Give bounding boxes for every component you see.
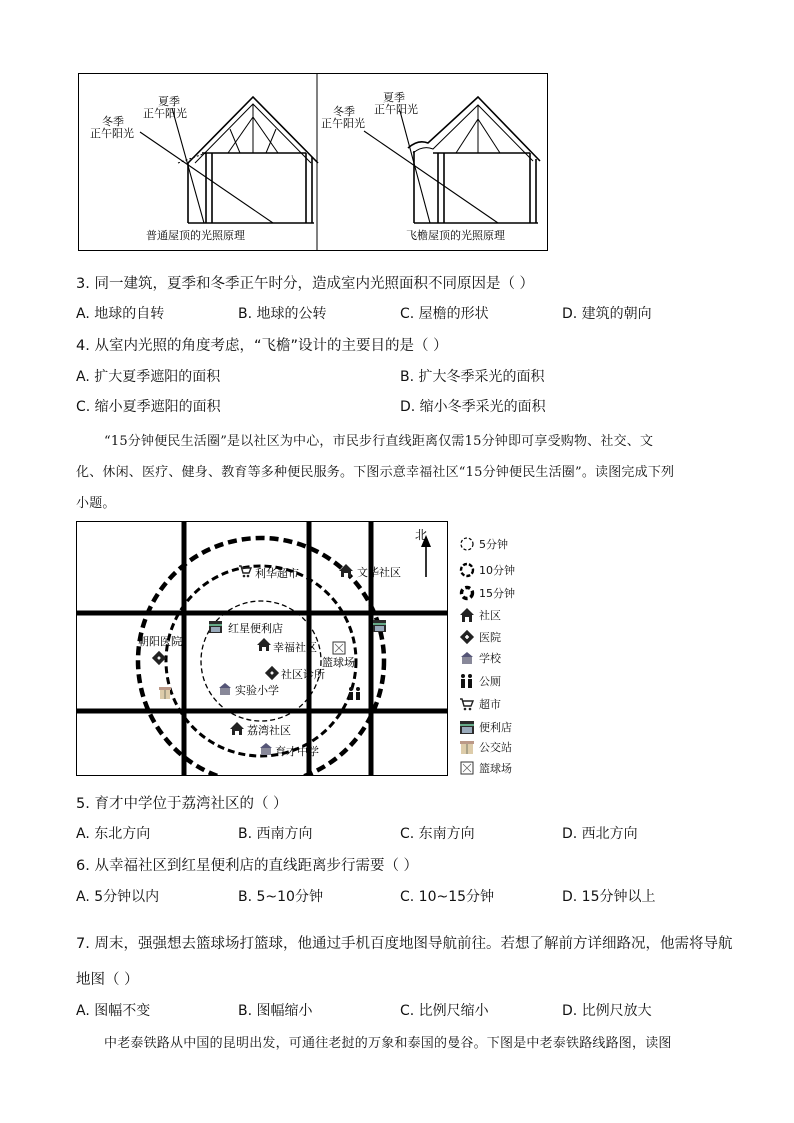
legend-item-15min [459,583,515,603]
school-icon [459,650,475,666]
legend-item-school [459,648,501,668]
bus-stop-icon [159,687,171,699]
legend-label: 5分钟 [479,538,508,551]
roof-figure [78,73,550,253]
q4-option-d[interactable]: D. 缩小冬季采光的面积 [400,399,546,415]
intro-2-paragraph-line-1: 中老泰铁路从中国的昆明出发，可通往老挝的万象和泰国的曼谷。下图是中老泰铁路线路图，读图 [104,1036,672,1051]
legend-label: 公厕 [479,675,501,688]
question-7-stem-line-2: 地图（ ） [76,972,139,988]
legend-label: 社区 [479,609,501,622]
right-summer-label-1: 夏季 [383,91,405,104]
q5-option-d[interactable]: D. 西北方向 [562,826,638,842]
legend-item-supermarket [459,694,501,714]
legend-label: 便利店 [479,721,512,734]
intro-paragraph-line-2: 化、休闲、医疗、健身、教育等多种便民服务。下图示意幸福社区“15分钟便民生活圈”。读图完成下列 [76,465,675,480]
community-icon [459,607,475,623]
legend-label: 学校 [479,652,501,665]
question-6-stem: 6. 从幸福社区到红星便利店的直线距离步行需要（ ） [76,858,419,874]
bus-stop-icon [459,739,475,755]
place-shiyan: 实验小学 [235,684,279,697]
q5-option-c[interactable]: C. 东南方向 [400,826,475,842]
question-7-stem-line-1: 7. 周末，强强想去篮球场打篮球，他通过手机百度地图导航前往。若想了解前方详细路况，他需将导航 [76,936,733,952]
q3-option-c[interactable]: C. 屋檐的形状 [400,306,489,322]
community-map [76,521,449,777]
supermarket-icon [459,696,475,712]
question-5-stem: 5. 育才中学位于荔湾社区的（ ） [76,796,288,812]
convenience-store-icon [209,621,222,633]
intro-paragraph-line-1: “15分钟便民生活圈”是以社区为中心，市民步行直线距离仅需15分钟即可享受购物、社交、文 [104,434,654,449]
legend-label: 15分钟 [479,587,515,600]
legend-label: 10分钟 [479,564,515,577]
basketball-court-icon [459,760,475,776]
right-winter-label-2: 正午阳光 [321,117,365,130]
dashed-circle-medium-icon [459,562,475,578]
q6-option-b[interactable]: B. 5~10分钟 [238,889,323,905]
legend-item-basketball-court [459,758,512,778]
question-4-stem: 4. 从室内光照的角度考虑，“飞檐”设计的主要目的是（ ） [76,338,448,354]
legend-label: 医院 [479,631,501,644]
q4-option-a[interactable]: A. 扩大夏季遮阳的面积 [76,369,221,385]
place-basketball: 篮球场 [322,656,355,669]
legend-label: 篮球场 [479,762,512,775]
dashed-circle-thin-icon [459,536,475,552]
left-summer-label-1: 夏季 [158,95,180,108]
legend-item-community [459,605,501,625]
place-lihua: 利华超市 [255,567,299,580]
q5-option-b[interactable]: B. 西南方向 [238,826,313,842]
convenience-store-icon [459,719,475,735]
left-summer-label-2: 正午阳光 [143,107,187,120]
right-caption: 飞檐屋顶的光照原理 [406,229,505,242]
toilet-icon [459,673,475,689]
place-xingfu: 幸福社区 [273,641,317,654]
right-summer-label-2: 正午阳光 [374,103,418,116]
q7-option-c[interactable]: C. 比例尺缩小 [400,1003,489,1019]
q6-option-a[interactable]: A. 5分钟以内 [76,889,160,905]
q5-option-a[interactable]: A. 东北方向 [76,826,151,842]
q6-option-c[interactable]: C. 10~15分钟 [400,889,495,905]
q3-option-d[interactable]: D. 建筑的朝向 [562,306,652,322]
q3-option-b[interactable]: B. 地球的公转 [238,306,327,322]
hospital-icon [459,629,475,645]
legend-label: 公交站 [479,741,512,754]
q4-option-c[interactable]: C. 缩小夏季遮阳的面积 [76,399,221,415]
roof-figure-frame [79,74,548,251]
legend-item-5min [459,534,508,554]
question-3-stem: 3. 同一建筑，夏季和冬季正午时分，造成室内光照面积不同原因是（ ） [76,276,535,292]
q7-option-d[interactable]: D. 比例尺放大 [562,1003,652,1019]
legend-label: 超市 [479,698,501,711]
left-winter-label-1: 冬季 [102,115,124,128]
intro-paragraph-line-3: 小题。 [76,496,116,511]
place-yucai: 育才中学 [275,745,319,758]
place-liwan: 荔湾社区 [247,724,291,737]
place-chaoyang: 朝阳医院 [138,635,182,648]
legend-item-10min [459,560,515,580]
q6-option-d[interactable]: D. 15分钟以上 [562,889,656,905]
place-clinic: 社区诊所 [281,668,325,681]
q7-option-b[interactable]: B. 图幅缩小 [238,1003,313,1019]
legend-item-bus-stop [459,737,512,757]
legend-item-convenience-store [459,717,512,737]
convenience-store-icon [373,620,386,632]
place-wenhua: 文华社区 [357,566,401,579]
north-label: 北 [415,528,428,542]
q4-option-b[interactable]: B. 扩大冬季采光的面积 [400,369,545,385]
left-caption: 普通屋顶的光照原理 [146,229,245,242]
legend-item-hospital [459,627,501,647]
q7-option-a[interactable]: A. 图幅不变 [76,1003,151,1019]
q3-option-a[interactable]: A. 地球的自转 [76,306,165,322]
dashed-circle-thick-icon [459,585,475,601]
right-winter-label-1: 冬季 [333,105,355,118]
legend-item-toilet [459,671,501,691]
left-winter-label-2: 正午阳光 [90,127,134,140]
place-hongxing: 红星便利店 [228,622,283,635]
